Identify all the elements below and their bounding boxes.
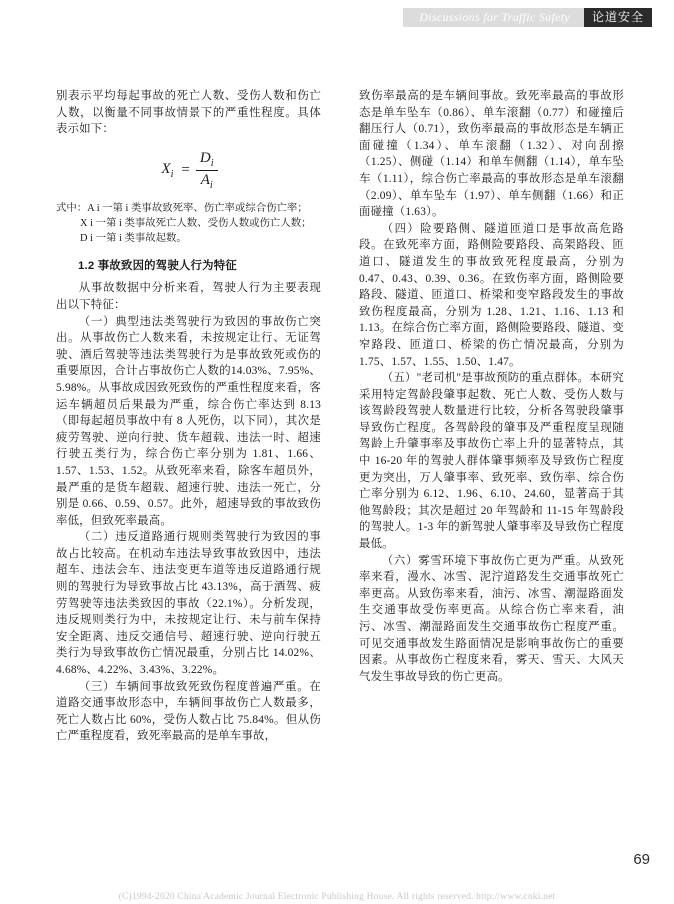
right-column: [359, 88, 624, 745]
two-column-body: [56, 88, 624, 745]
left-column: [56, 88, 321, 745]
copyright-footer: (C)1994-2020 China Academic Journal Electronic Publishing House. All rights reserved. http://www.cnki.net: [118, 892, 556, 902]
left-paragraph-2: 从事故数据中分析来看，驾驶人行为主要表现出以下特征：: [56, 282, 321, 311]
formula-legend-line-1: 式中：A i 一第 i 类事故致死率、伤亡率或综合伤亡率；: [56, 202, 308, 214]
page-header: [403, 8, 652, 27]
formula-legend-line-2: X i 一第 i 类事故死亡人数、受伤人数或伤亡人数；: [80, 217, 312, 229]
formula-lhs: $X_i$: [161, 160, 174, 180]
section-heading: 1.2 事故致因的驾驶人行为特征: [78, 259, 237, 272]
formula-numerator: $D_i$: [196, 150, 218, 171]
left-paragraph-3: （一）典型违法类驾驶行为致因的事故伤亡突出。从事故伤亡人数来看，未按规定让行、无证驾驶、酒后驾驶等违法类驾驶行为是事故致死或伤的重要原因，合计占事故伤亡人数的14.03%、7.95%、5.98%。从事故成因致死致伤的严重性程度来看，客运车辆超员后果最为严重，综合伤亡率达到 8.13（即每起超员事故中有 8 人死伤，以下同），其次是疲劳驾驶、逆向行驶、货车超载、违法一时、超速行驶五类行为，综合伤亡率分别为 1.81、1.66、1.57、1.53、1.52。从致死率来看，除客车超员外，最严重的是货车超载、超速行驶、违法一死亡，分别是 0.66、0.59、0.57。此外，超速导致的事故致伤率低，但致死率最高。: [56, 315, 321, 527]
formula-denominator: $A_i$: [200, 171, 213, 191]
header-english-label: Discussions for Traffic Safety: [403, 8, 584, 27]
right-paragraph-3: （五）"老司机"是事故预防的重点群体。本研究采用特定驾龄段肇事起数、死亡人数、受伤人数与该驾龄段驾驶人数量进行比较，分析各驾驶段肇事导致伤亡程度。各驾龄段的肇事及严重程度呈现随驾龄上升肇事率及事故伤亡率上升的显著特点，其中 16-20 年的驾驶人群体肇事频率及导致伤亡程度更为突出，万人肇事率、致死率、致伤率、综合伤亡率分别为 6.12、1.96、6.10、24.60，显著高于其他驾龄段；其次是超过 20 年驾龄和 11-15 年驾龄段的驾驶人。1-3 年的新驾驶人肇事率及导致伤亡程度最低。: [359, 372, 624, 551]
header-chinese-label: 论道安全: [584, 8, 652, 27]
left-paragraph-4: （二）违反道路通行规则类驾驶行为致因的事故占比较高。在机动车违法导致事故致因中，违法超车、违法会车、违法变更车道等违反道路通行规则的驾驶行为导致事故占比 43.13%，高于酒驾、疲劳驾驶等违法类致因的事故（22.1%）。分析发现，违反规则类行为中，未按规定让行、未与前车保持安全距离、违反交通信号、超速行驶、逆向行驶五类行为导致事故伤亡情况最重，分别占比 14.02%、4.68%、4.22%、3.43%、3.22%。: [56, 531, 321, 677]
right-paragraph-2: （四）险要路侧、隧道匝道口是事故高危路段。在致死率方面，路侧险要路段、高架路段、匝道口、隧道发生的事故致死程度最高，分别为 0.47、0.43、0.39、0.36。在致伤率方面，路侧险要路段、隧道、匝道口、桥梁和变窄路段发生的事故致伤程度最高，分别为 1.28、1.21、1.16、1.13 和 1.13。在综合伤亡率方面，路侧险要路段、隧道、变窄路段、匝道口、桥梁的伤亡情况最高，分别为 1.75、1.57、1.55、1.50、1.47。: [359, 222, 624, 368]
page-number: 69: [633, 851, 650, 868]
left-paragraph-1: 别表示平均每起事故的死亡人数、受伤人数和伤亡人数，以衡量不同事故情景下的严重性程度。具体表示如下：: [56, 90, 321, 136]
formula-legend: [56, 201, 321, 246]
right-paragraph-1: 致伤率最高的是车辆间事故。致死率最高的事故形态是单车坠车（0.86）、单车滚翻（0.77）和碰撞后翻压行人（0.71），致伤率最高的事故形态是车辆正面碰撞（1.34）、单车滚翻（1.32）、对向刮擦（1.25）、侧碰（1.14）和单车侧翻（1.14），单车坠车（1.11），综合伤亡率最高的事故形态是单车滚翻（2.09）、单车坠车（1.97）、单车侧翻（1.66）和正面碰撞（1.63）。: [359, 90, 624, 219]
formula-fraction: [196, 150, 218, 191]
formula-equals: =: [181, 161, 190, 178]
formula-legend-line-3: D i 一第 i 类事故起数。: [80, 232, 187, 244]
left-paragraph-5: （三）车辆间事故致死致伤程度普遍严重。在道路交通事故形态中，车辆间事故伤亡人数最多，死亡人数占比 60%，受伤人数占比 75.84%。但从伤亡严重程度看，致死率最高的是单车事故，: [56, 680, 321, 743]
severity-formula: [56, 150, 321, 191]
right-paragraph-4: （六）雾雪环境下事故伤亡更为严重。从致死率来看，漫水、冰雪、泥泞道路发生交通事故死亡率更高。从致伤率来看，油污、冰雪、潮湿路面发生交通事故受伤率更高。从综合伤亡率来看，油污、冰雪、潮湿路面发生交通事故伤亡程度严重。可见交通事故发生路面情况是影响事故伤亡的重要因素。从事故伤亡程度来看，雾天、雪天、大风天气发生事故导致的伤亡更高。: [359, 554, 624, 683]
